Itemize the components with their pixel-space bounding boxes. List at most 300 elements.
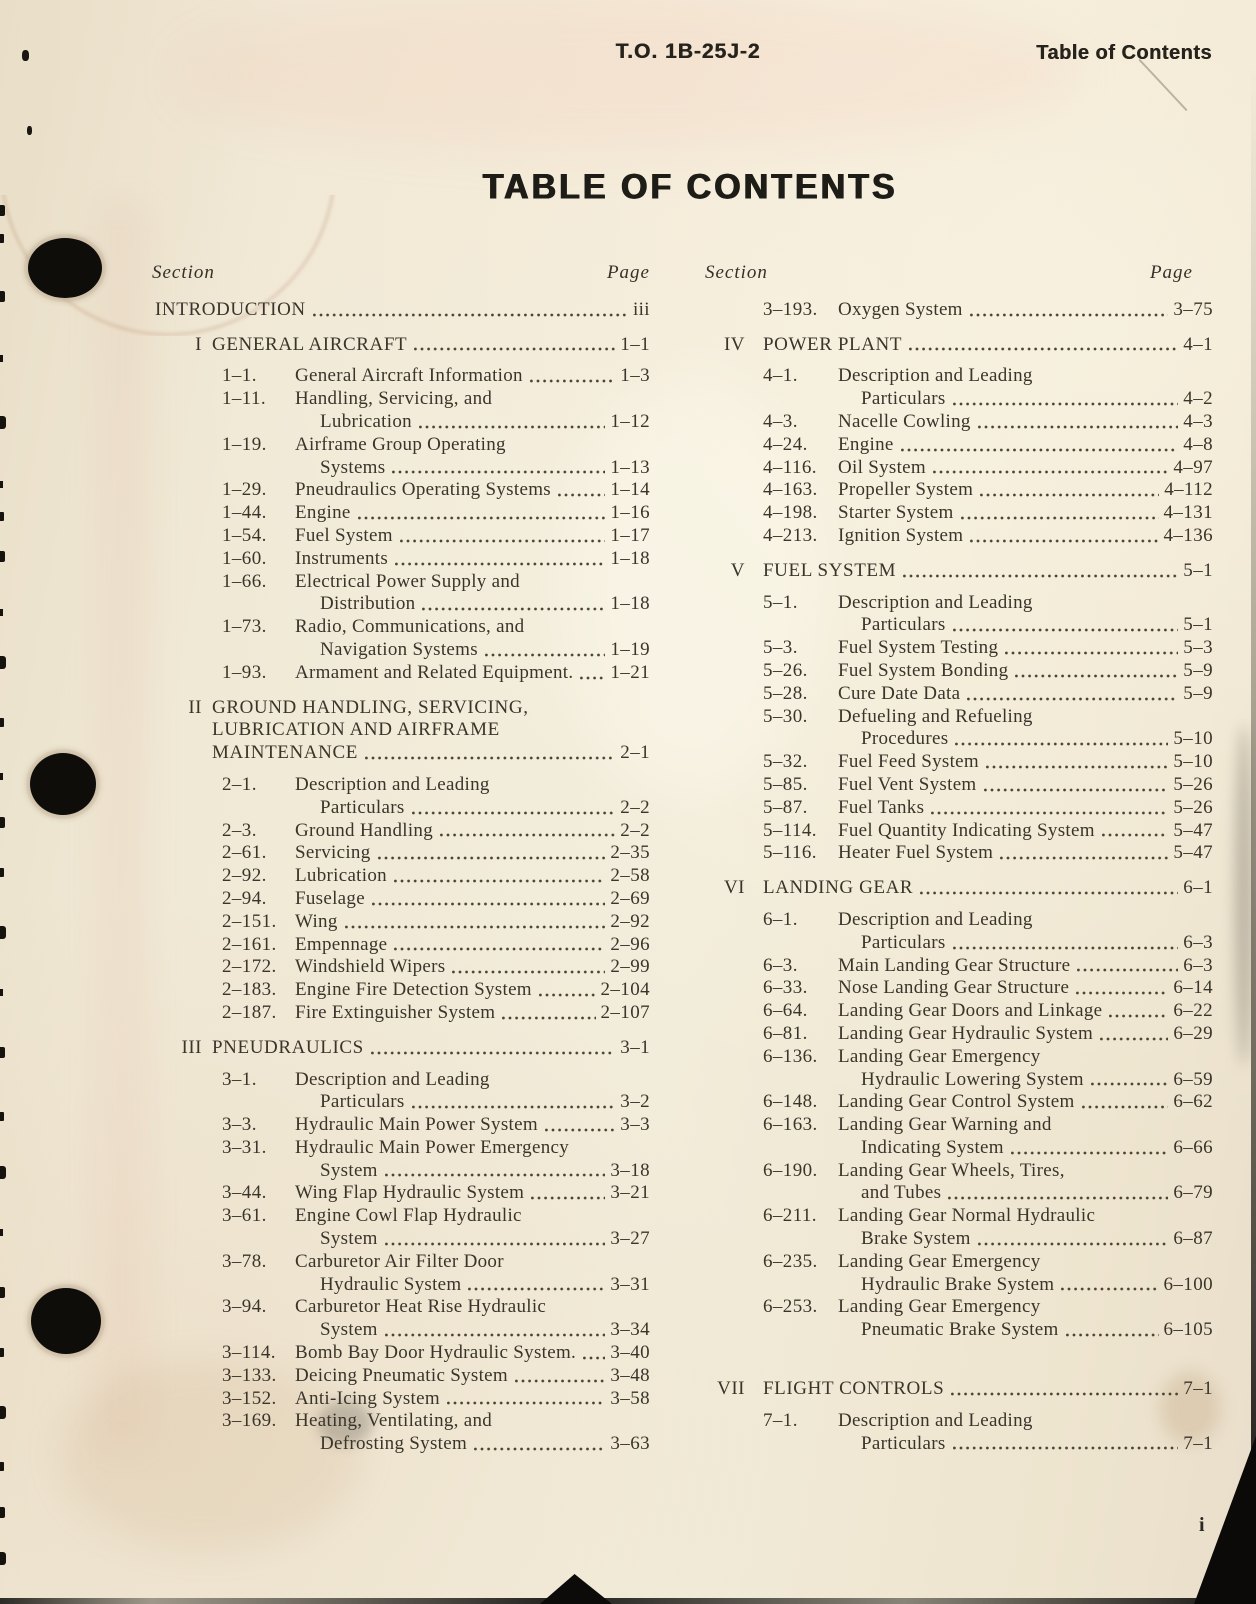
paragraph-number: 3–78. <box>222 1250 267 1272</box>
toc-line <box>705 774 1213 797</box>
page-number-ref: 5–26 <box>1173 796 1213 818</box>
toc-entry-title: Landing Gear Warning and <box>838 1114 1052 1136</box>
toc-item <box>152 1182 650 1205</box>
toc-entry-title: Pneudraulics Operating Systems <box>295 479 551 501</box>
toc-item <box>705 1046 1213 1092</box>
toc-entry-body <box>152 299 650 322</box>
paragraph-number: 4–163. <box>763 479 818 501</box>
toc-entry-body <box>295 820 650 843</box>
page-number-ref: 1–17 <box>610 524 650 546</box>
dot-leader <box>1100 1036 1168 1042</box>
toc-entry-body <box>295 639 650 662</box>
toc-item <box>152 1002 650 1025</box>
toc-entry-body <box>838 955 1213 978</box>
toc-entry-title: Ground Handling <box>295 819 434 841</box>
toc-entry-body <box>295 1365 650 1388</box>
toc-item <box>705 842 1213 865</box>
running-header: Table of Contents <box>1036 42 1212 64</box>
toc-entry-title: Deicing Pneumatic System <box>295 1364 508 1386</box>
toc-item <box>705 365 1213 411</box>
toc-entry-body <box>838 728 1213 751</box>
toc-entry-title: Navigation Systems <box>320 638 478 660</box>
toc-entry-body <box>838 502 1213 525</box>
dot-leader <box>1011 1150 1169 1156</box>
toc-entry-body <box>838 820 1213 843</box>
toc-item <box>705 820 1213 843</box>
toc-line <box>705 932 1213 955</box>
toc-item <box>152 479 650 502</box>
paragraph-number: 5–32. <box>763 751 808 773</box>
binder-hole <box>28 238 102 298</box>
paragraph-number: 6–148. <box>763 1091 818 1113</box>
toc-line <box>705 955 1213 978</box>
page-column-label: Page <box>606 262 650 283</box>
paragraph-number: 2–183. <box>222 979 277 1001</box>
toc-line <box>152 457 650 480</box>
doc-number: T.O. 1B-25J-2 <box>615 40 761 63</box>
dot-leader <box>1109 1013 1168 1019</box>
toc-item <box>705 1251 1213 1297</box>
page-number-ref: 3–21 <box>610 1182 650 1204</box>
toc-entry-title: Engine <box>838 433 894 455</box>
page-number-ref: 1–18 <box>610 593 650 615</box>
toc-entry-body <box>838 1274 1213 1297</box>
toc-item <box>705 1160 1213 1206</box>
paragraph-number: 6–33. <box>763 977 808 999</box>
toc-entry-title: Empennage <box>295 933 388 955</box>
paragraph-number: 3–94. <box>222 1296 267 1318</box>
toc-entry-title: Starter System <box>838 502 954 524</box>
page-number-ref: 5–10 <box>1173 728 1213 750</box>
toc-entry-title: Fuel Feed System <box>838 751 979 773</box>
page-number-ref: 2–58 <box>610 865 650 887</box>
dot-leader <box>412 1104 616 1110</box>
toc-entry-body <box>295 888 650 911</box>
page-title: TABLE OF CONTENTS <box>482 167 898 207</box>
toc-entry-body <box>745 334 1213 357</box>
toc-line <box>705 434 1213 457</box>
toc-entry-title: GROUND HANDLING, SERVICING, <box>212 696 529 718</box>
toc-line <box>152 1037 650 1060</box>
toc-entry-body <box>295 1091 650 1114</box>
paper-stain <box>180 0 1080 150</box>
page-number-ref: 5–10 <box>1173 751 1213 773</box>
page-number-ref: 2–2 <box>620 819 650 841</box>
toc-entry-title: System <box>320 1319 378 1341</box>
toc-item <box>152 697 650 765</box>
toc-item <box>152 662 650 685</box>
dot-leader <box>452 969 605 975</box>
page-number-ref: 1–14 <box>610 479 650 501</box>
toc-entry-title: Anti-Icing System <box>295 1387 440 1409</box>
toc-entry-title: Indicating System <box>861 1136 1004 1158</box>
page-number-ref: 1–1 <box>620 333 650 355</box>
toc-entry-title: Fuel System Bonding <box>838 659 1009 681</box>
toc-line <box>705 1410 1213 1433</box>
paragraph-number: 2–94. <box>222 887 267 909</box>
toc-item <box>705 1114 1213 1160</box>
toc-item <box>152 888 650 911</box>
dot-leader <box>1015 673 1178 679</box>
paragraph-number: 2–1. <box>222 773 257 795</box>
dot-leader <box>440 832 615 838</box>
toc-line <box>152 525 650 548</box>
toc-entry-title: Fuel Quantity Indicating System <box>838 819 1095 841</box>
toc-entry-title: Heater Fuel System <box>838 842 994 864</box>
edge-speck <box>27 126 32 135</box>
paragraph-number: 3–1. <box>222 1068 257 1090</box>
toc-line <box>152 911 650 934</box>
dot-leader <box>978 1241 1169 1247</box>
toc-item <box>705 457 1213 480</box>
page-number-ref: 4–97 <box>1173 456 1213 478</box>
toc-line <box>705 457 1213 480</box>
dot-leader <box>371 1050 615 1056</box>
toc-entry-body <box>295 934 650 957</box>
chapter-roman-numeral: VI <box>723 877 745 899</box>
toc-item <box>152 1069 650 1115</box>
toc-entry-title: Landing Gear Emergency <box>838 1250 1041 1272</box>
paragraph-number: 5–3. <box>763 637 798 659</box>
paragraph-number: 6–1. <box>763 908 798 930</box>
toc-item <box>152 979 650 1002</box>
page-number-ref: 5–9 <box>1183 659 1213 681</box>
toc-entry-body <box>295 1296 650 1319</box>
dot-leader <box>395 561 605 567</box>
toc-entry-title: Particulars <box>861 614 946 636</box>
page-number-ref: 4–1 <box>1183 333 1213 355</box>
dot-leader <box>978 424 1179 430</box>
toc-line <box>152 1002 650 1025</box>
dot-leader <box>970 312 1169 318</box>
toc-entry-body <box>838 977 1213 1000</box>
toc-entry-body <box>838 751 1213 774</box>
toc-line <box>705 1433 1213 1456</box>
toc-entry-title: Description and Leading <box>295 1068 490 1090</box>
page-number-ref: 3–18 <box>610 1159 650 1181</box>
toc-entry-body <box>202 742 650 765</box>
toc-entry-title: Description and Leading <box>295 773 490 795</box>
toc-line <box>705 1319 1213 1342</box>
paragraph-number: 1–11. <box>222 388 267 410</box>
toc-line <box>152 1365 650 1388</box>
toc-line <box>152 1274 650 1297</box>
toc-entry-title: Description and Leading <box>838 365 1033 387</box>
dot-leader <box>1000 855 1168 861</box>
toc-entry-body <box>838 365 1213 388</box>
toc-entry-title: and Tubes <box>861 1182 942 1204</box>
paragraph-number: 3–61. <box>222 1205 267 1227</box>
toc-entry-body <box>295 865 650 888</box>
toc-item <box>705 1091 1213 1114</box>
toc-entry-body <box>295 1319 650 1342</box>
toc-entry-title: Hydraulic Brake System <box>861 1273 1055 1295</box>
toc-entry-title: LUBRICATION AND AIRFRAME <box>212 719 500 741</box>
toc-entry-body <box>295 1274 650 1297</box>
toc-item <box>152 774 650 820</box>
toc-entry-body <box>838 1182 1213 1205</box>
toc-entry-body <box>295 911 650 934</box>
toc-entry-title: System <box>320 1228 378 1250</box>
dot-leader <box>345 924 606 930</box>
toc-line <box>152 1251 650 1274</box>
page-number-ref: 4–112 <box>1164 479 1213 501</box>
scan-edge-shadow <box>0 1598 1256 1604</box>
toc-line <box>152 865 650 888</box>
toc-entry-body <box>838 1023 1213 1046</box>
toc-item <box>152 1137 650 1183</box>
toc-line <box>152 548 650 571</box>
toc-entry-body <box>295 502 650 525</box>
page-number-ref: 6–105 <box>1163 1319 1213 1341</box>
paragraph-number: 1–66. <box>222 570 267 592</box>
toc-item <box>152 1342 650 1365</box>
page-number-ref: 2–99 <box>610 956 650 978</box>
toc-entry-title: Hydraulic System <box>320 1273 462 1295</box>
toc-entry-body <box>295 411 650 434</box>
page-number-ref: 1–19 <box>610 638 650 660</box>
dot-leader <box>447 1400 605 1406</box>
toc-line <box>152 1388 650 1411</box>
toc-item <box>705 1000 1213 1023</box>
dot-leader <box>1061 1286 1158 1292</box>
toc-item <box>152 865 650 888</box>
toc-line <box>705 592 1213 615</box>
toc-item <box>152 1114 650 1137</box>
paragraph-number: 6–235. <box>763 1250 818 1272</box>
toc-entry-body <box>838 706 1213 729</box>
toc-entry-title: Landing Gear Emergency <box>838 1045 1041 1067</box>
paragraph-number: 5–87. <box>763 796 808 818</box>
toc-item <box>152 1037 650 1060</box>
dot-leader <box>558 492 605 498</box>
toc-line <box>705 1296 1213 1319</box>
torn-corner-mark <box>540 1574 612 1604</box>
page-number-ref: 6–79 <box>1173 1182 1213 1204</box>
toc-line <box>152 1319 650 1342</box>
toc-item <box>705 977 1213 1000</box>
dot-leader <box>920 890 1178 896</box>
dot-leader <box>515 1378 605 1384</box>
toc-line <box>705 614 1213 637</box>
toc-line <box>705 1378 1213 1401</box>
chapter-roman-numeral: II <box>188 696 202 718</box>
page-number-ref: 5–47 <box>1173 819 1213 841</box>
toc-entry-title: Brake System <box>861 1228 971 1250</box>
paragraph-number: 3–3. <box>222 1114 257 1136</box>
page-number-ref: 6–3 <box>1183 931 1213 953</box>
paragraph-number: 3–193. <box>763 298 818 320</box>
dot-leader <box>394 878 605 884</box>
dot-leader <box>967 696 1178 702</box>
toc-entry-body <box>838 660 1213 683</box>
paragraph-number: 5–85. <box>763 773 808 795</box>
toc-item <box>705 909 1213 955</box>
toc-item <box>705 1378 1213 1401</box>
paragraph-number: 1–44. <box>222 502 267 524</box>
toc-item <box>152 299 650 322</box>
toc-entry-title: Radio, Communications, and <box>295 616 525 638</box>
toc-item <box>152 842 650 865</box>
toc-line <box>152 593 650 616</box>
paragraph-number: 2–172. <box>222 956 277 978</box>
column-header-row <box>705 262 1213 285</box>
toc-entry-title: Carburetor Air Filter Door <box>295 1250 504 1272</box>
dot-leader <box>474 1446 605 1452</box>
toc-line <box>152 571 650 594</box>
page-number-ref: 3–2 <box>620 1091 650 1113</box>
page-number-ref: 1–3 <box>620 365 650 387</box>
toc-entry-body <box>745 1378 1213 1401</box>
paragraph-number: 5–1. <box>763 591 798 613</box>
toc-entry-body <box>295 1205 650 1228</box>
toc-entry-body <box>295 1137 650 1160</box>
toc-line <box>705 411 1213 434</box>
dot-leader <box>1091 1081 1169 1087</box>
dot-leader <box>530 378 615 384</box>
toc-entry-title: Servicing <box>295 842 371 864</box>
toc-entry-body <box>838 1296 1213 1319</box>
paragraph-number: 1–1. <box>222 365 257 387</box>
toc-entry-body <box>838 592 1213 615</box>
toc-entry-body <box>838 1000 1213 1023</box>
toc-item <box>705 877 1213 900</box>
toc-item <box>705 1410 1213 1456</box>
page-number-ref: 4–3 <box>1183 410 1213 432</box>
toc-entry-title: Description and Leading <box>838 1409 1033 1431</box>
toc-line <box>152 299 650 322</box>
toc-line <box>705 1046 1213 1069</box>
paragraph-number: 6–64. <box>763 1000 808 1022</box>
toc-line <box>705 1000 1213 1023</box>
toc-entry-body <box>745 560 1213 583</box>
paragraph-number: 6–211. <box>763 1205 817 1227</box>
dot-leader <box>539 992 596 998</box>
toc-item <box>152 365 650 388</box>
toc-line <box>152 388 650 411</box>
dot-leader <box>980 492 1159 498</box>
toc-line <box>152 1433 650 1456</box>
toc-line <box>152 1410 650 1433</box>
toc-item <box>152 388 650 434</box>
toc-entry-title: Fuel Vent System <box>838 773 977 795</box>
page-number-ref: 1–12 <box>610 410 650 432</box>
toc-line <box>705 797 1213 820</box>
page-number-ref: 7–1 <box>1183 1432 1213 1454</box>
dot-leader <box>414 346 615 352</box>
toc-entry-title: Particulars <box>320 1091 405 1113</box>
toc-entry-title: INTRODUCTION <box>155 298 306 320</box>
paragraph-number: 1–54. <box>222 524 267 546</box>
toc-entry-title: General Aircraft Information <box>295 365 523 387</box>
toc-item <box>152 1296 650 1342</box>
toc-line <box>152 411 650 434</box>
page-number-ref: 3–48 <box>610 1364 650 1386</box>
paragraph-number: 3–152. <box>222 1387 277 1409</box>
paragraph-number: 2–161. <box>222 933 277 955</box>
toc-entry-title: Electrical Power Supply and <box>295 570 520 592</box>
toc-entry-title: POWER PLANT <box>763 333 903 355</box>
page-number-ref: 5–1 <box>1183 614 1213 636</box>
toc-entry-body <box>295 1114 650 1137</box>
toc-item <box>705 592 1213 638</box>
dot-leader <box>953 627 1179 633</box>
toc-entry-body <box>295 1251 650 1274</box>
page-number-ref: 1–13 <box>610 456 650 478</box>
toc-line <box>152 842 650 865</box>
toc-entry-title: Fire Extinguisher System <box>295 1001 496 1023</box>
toc-entry-title: Wing Flap Hydraulic System <box>295 1182 525 1204</box>
dot-leader <box>903 573 1178 579</box>
toc-line <box>152 1137 650 1160</box>
dot-leader <box>412 810 616 816</box>
toc-item <box>152 502 650 525</box>
dot-leader <box>378 855 606 861</box>
toc-line <box>705 525 1213 548</box>
toc-entry-title: Landing Gear Hydraulic System <box>838 1022 1094 1044</box>
toc-line <box>152 1182 650 1205</box>
chapter-roman-numeral: IV <box>723 333 745 355</box>
dot-leader <box>953 401 1179 407</box>
toc-entry-body <box>295 1388 650 1411</box>
paragraph-number: 6–253. <box>763 1296 818 1318</box>
toc-entry-body <box>295 548 650 571</box>
toc-entry-title: Hydraulic Main Power System <box>295 1114 538 1136</box>
page-number-ref: 3–63 <box>610 1433 650 1455</box>
paragraph-number: 5–26. <box>763 659 808 681</box>
dot-leader <box>931 810 1168 816</box>
toc-item <box>705 706 1213 752</box>
toc-entry-body <box>838 932 1213 955</box>
toc-line <box>705 842 1213 865</box>
paragraph-number: 2–151. <box>222 910 277 932</box>
page-number-ref: 2–35 <box>610 842 650 864</box>
toc-entry-title: Landing Gear Doors and Linkage <box>838 1000 1103 1022</box>
toc-item <box>705 955 1213 978</box>
page-number-ref: 2–69 <box>610 887 650 909</box>
page-number-ref: 3–31 <box>610 1273 650 1295</box>
toc-item <box>152 1205 650 1251</box>
toc-entry-body <box>838 637 1213 660</box>
dot-leader <box>1076 990 1168 996</box>
page-number-ref: 4–2 <box>1183 388 1213 410</box>
paragraph-number: 4–3. <box>763 410 798 432</box>
toc-entry-body <box>295 1002 650 1025</box>
toc-entry-body <box>202 719 650 742</box>
toc-entry-body <box>838 457 1213 480</box>
toc-item <box>152 548 650 571</box>
toc-line <box>705 502 1213 525</box>
dot-leader <box>385 1172 606 1178</box>
paragraph-number: 1–93. <box>222 661 267 683</box>
toc-entry-body <box>295 797 650 820</box>
toc-entry-body <box>295 1433 650 1456</box>
paper-stain <box>95 200 150 1450</box>
toc-line <box>152 639 650 662</box>
toc-entry-body <box>838 299 1213 322</box>
dot-leader <box>385 1241 606 1247</box>
toc-line <box>152 934 650 957</box>
toc-line <box>705 560 1213 583</box>
toc-item <box>152 434 650 480</box>
toc-entry-title: Particulars <box>861 931 946 953</box>
toc-line <box>152 479 650 502</box>
page-number-ref: 6–22 <box>1173 1000 1213 1022</box>
paragraph-number: 4–116. <box>763 456 817 478</box>
toc-entry-body <box>838 525 1213 548</box>
toc-entry-title: Landing Gear Control System <box>838 1091 1075 1113</box>
toc-line <box>705 365 1213 388</box>
